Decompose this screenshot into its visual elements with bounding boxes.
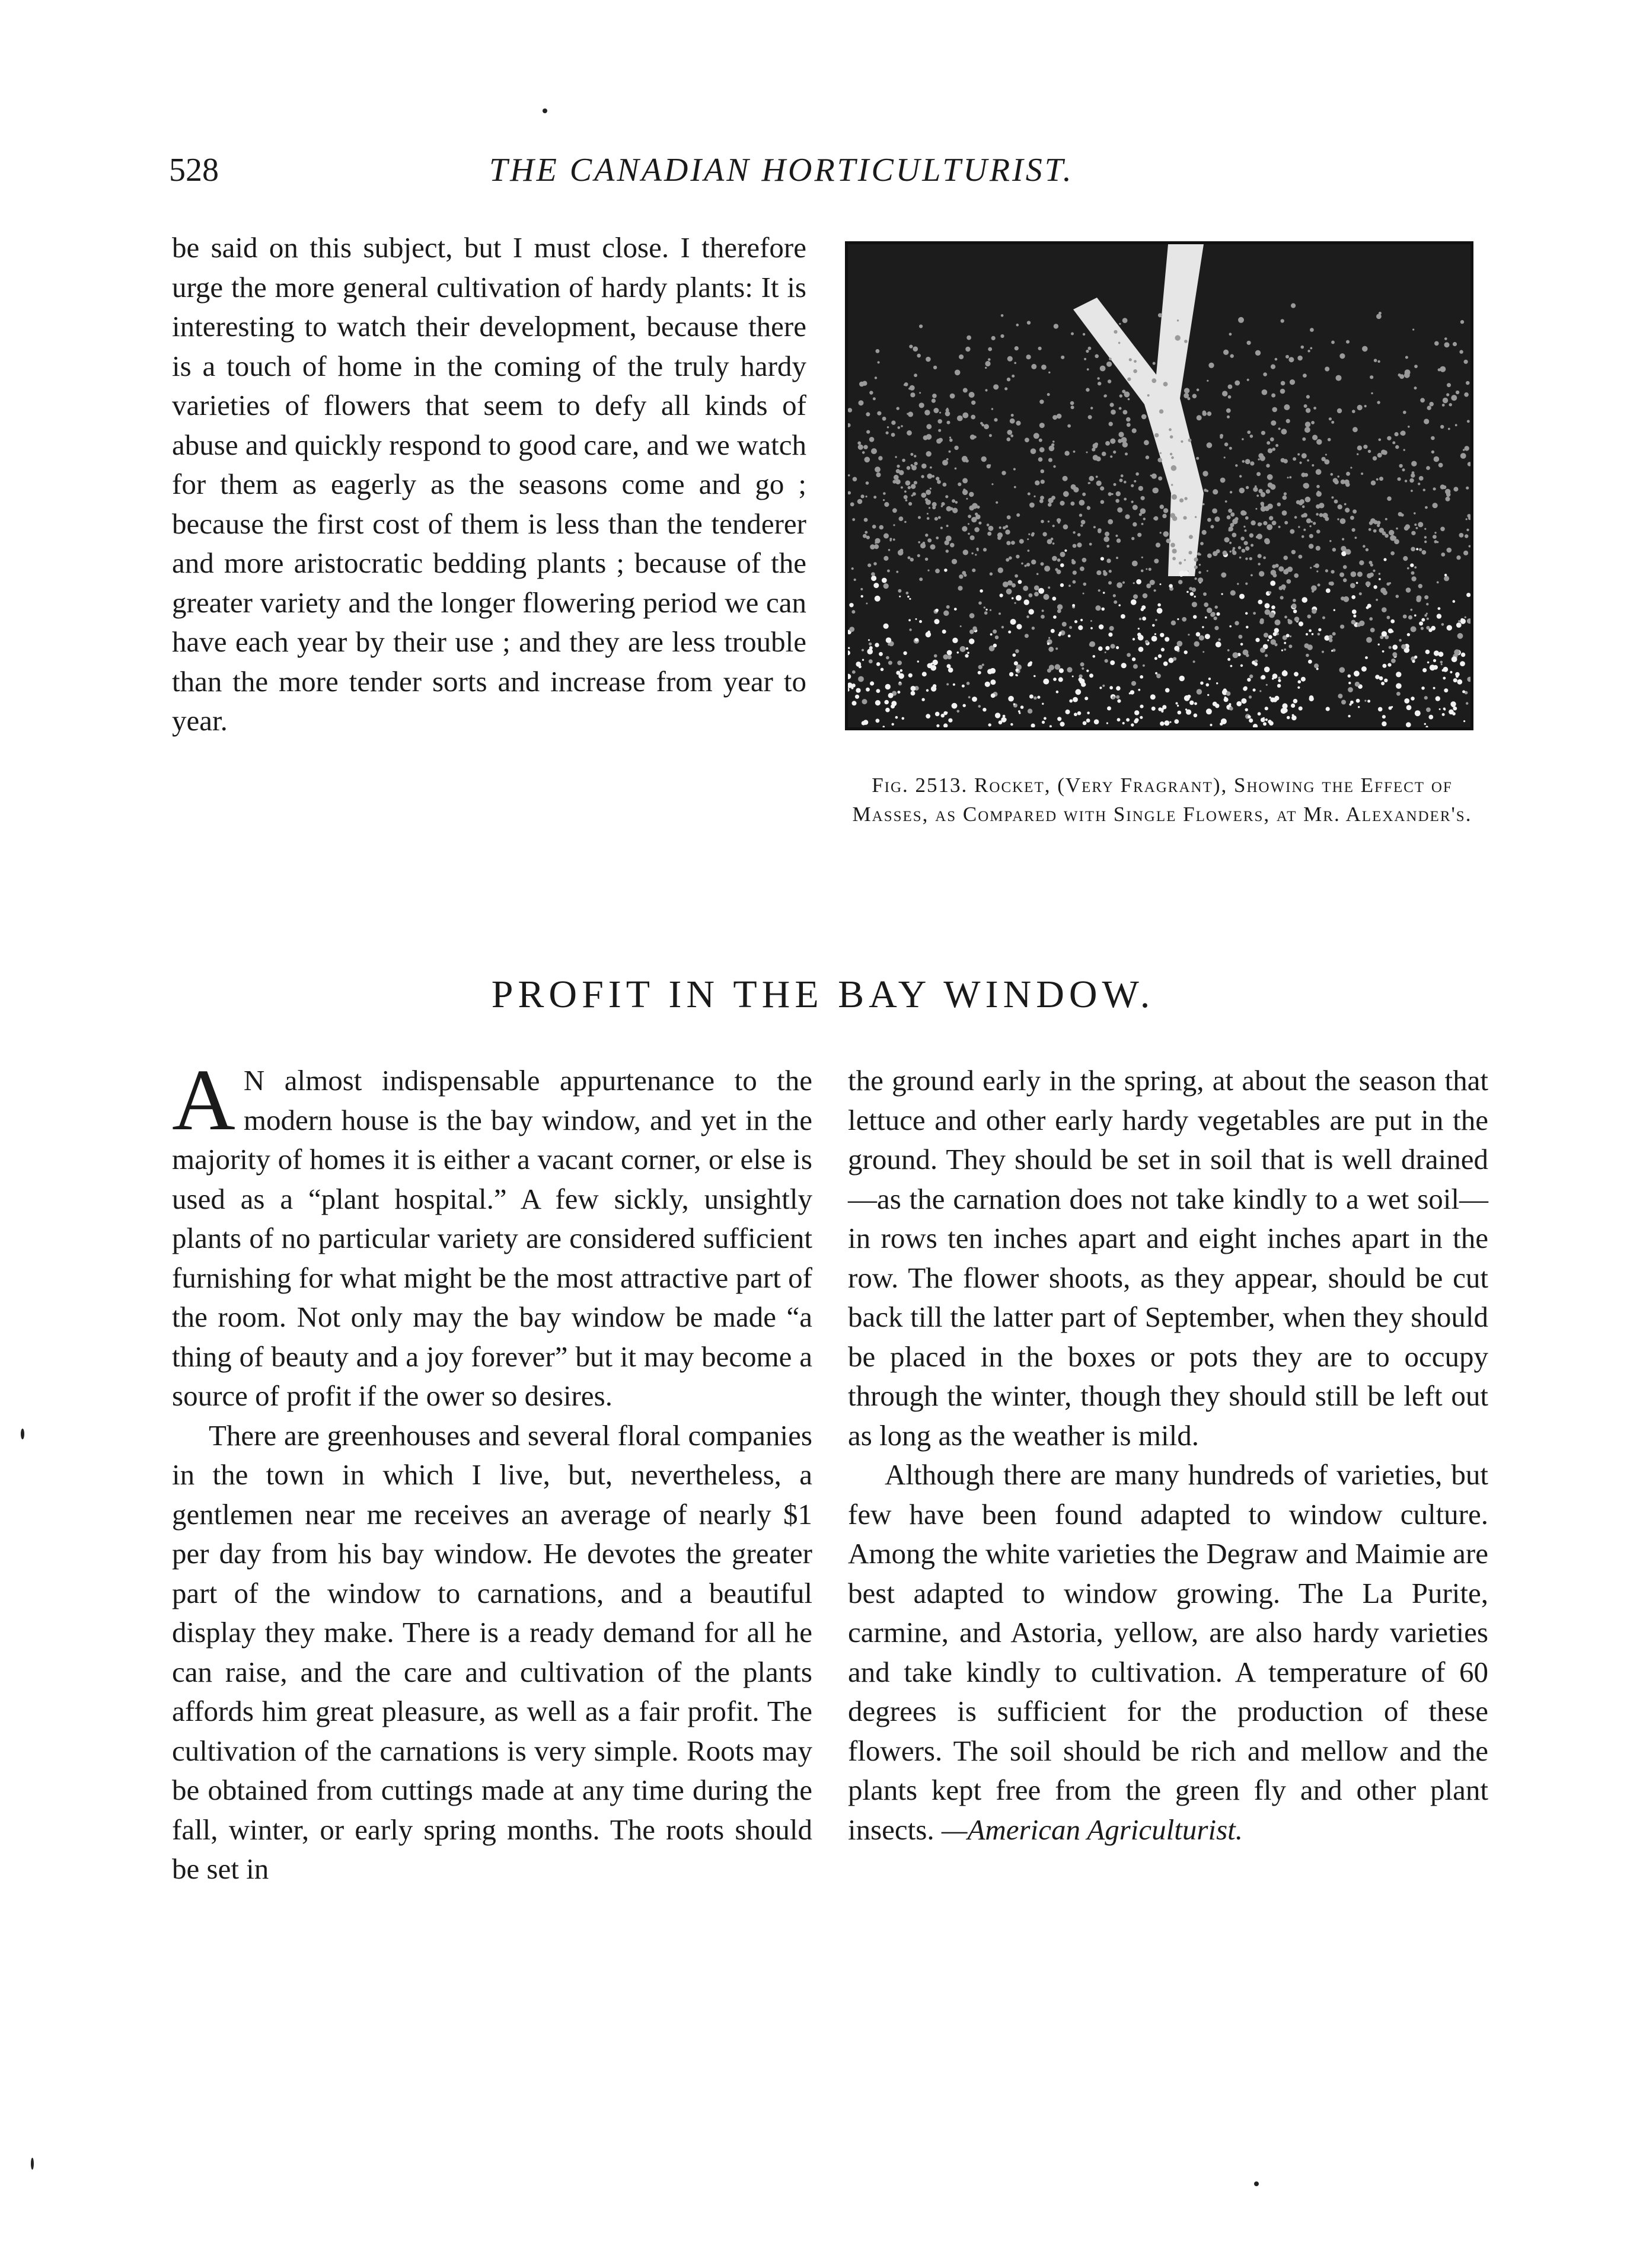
paragraph-1-text: N almost indispensable appurtenance to the modern house is the bay window, and yet in the majority of homes it is either a vacant corner, or else is used as a “plant hospital.” A few sickly, unsightly plants of no particular variety are considered sufficient furnishing for what might be the most attractive part of the room. Not only may the bay window be made “a thing of beauty and a joy forever” but it may become a source of profit if the ower so desires.	[172, 1064, 812, 1412]
print-speck	[1254, 2181, 1259, 2186]
figure-caption: Fig. 2513. Rocket, (Very Fragrant), Showing the Effect of Masses, as Compared with Single Flowers, at Mr. Alexander's.	[852, 774, 1472, 826]
attribution: —American Agriculturist.	[941, 1813, 1243, 1846]
print-speck	[31, 2158, 34, 2170]
article-paragraph-3: the ground early in the spring, at about the season that lettuce and other early hardy vegetables are put in the ground. They should be set in soil that is well drained—as the carnation does not take kindly to a wet soil—in rows ten inches apart and eight inches apart in the row. The flower shoots, as they appear, should be cut back till the latter part of September, when they should be placed in the boxes or pots they are to occupy through the winter, though they should still be left out as long as the weather is mild.	[848, 1064, 1488, 1452]
paragraph-4-text: Although there are many hundreds of varieties, but few have been found adapted to window culture. Among the white varieties the Degraw and Maimie are best adapted to window growing. The La Purite, carmine, and Astoria, yellow, are also hardy varieties and take kindly to cultivation. A temperature of 60 degrees is sufficient for the production of these flowers. The soil should be rich and mellow and the plants kept free from the green fly and other plant insects.	[848, 1458, 1488, 1846]
article-paragraph-2: There are greenhouses and several floral companies in the town in which I live, but, nevertheless, a gentlemen near me receives an average of nearly $1 per day from his bay window. He devotes the greater part of the window to carnations, and a beautiful display they make. There is a ready demand for all he can raise, and the care and cultivation of the plants affords him great pleasure, as well as a fair profit. The cultivation of the carnations is very simple. Roots may be obtained from cuttings made at any time during the fall, winter, or early spring months. The roots should be set in	[172, 1419, 812, 1885]
article-column-right	[848, 1061, 1488, 1849]
print-speck	[21, 1429, 24, 1439]
article-paragraph-1	[172, 1052, 812, 1416]
article-title: PROFIT IN THE BAY WINDOW.	[491, 973, 1155, 1016]
page-number: 528	[169, 152, 219, 189]
figure-photograph	[845, 241, 1473, 730]
article-paragraph-4	[848, 1455, 1488, 1849]
print-speck	[543, 108, 547, 113]
continued-paragraph: be said on this subject, but I must close. I therefore urge the more general cultivation of hardy plants: It is interesting to watch their development, because there is a touch of home in the coming of the truly hardy varieties of flowers that seem to defy all kinds of abuse and quickly respond to good care, and we watch for them as eagerly as the seasons come and go ; because the first cost of them is less than the tenderer and more aristocratic bedding plants ; because of the greater variety and the longer flowering period we can have each year by their use ; and they are less trouble than the more tender sorts and increase from year to year.	[172, 231, 806, 737]
continued-text-column	[172, 228, 806, 741]
drop-cap: A	[172, 1052, 235, 1149]
rocket-flowers-image	[848, 244, 1470, 727]
journal-title: THE CANADIAN HORTICULTURIST.	[489, 152, 1074, 189]
article-column-left	[172, 1052, 812, 1889]
running-head	[169, 151, 1491, 199]
